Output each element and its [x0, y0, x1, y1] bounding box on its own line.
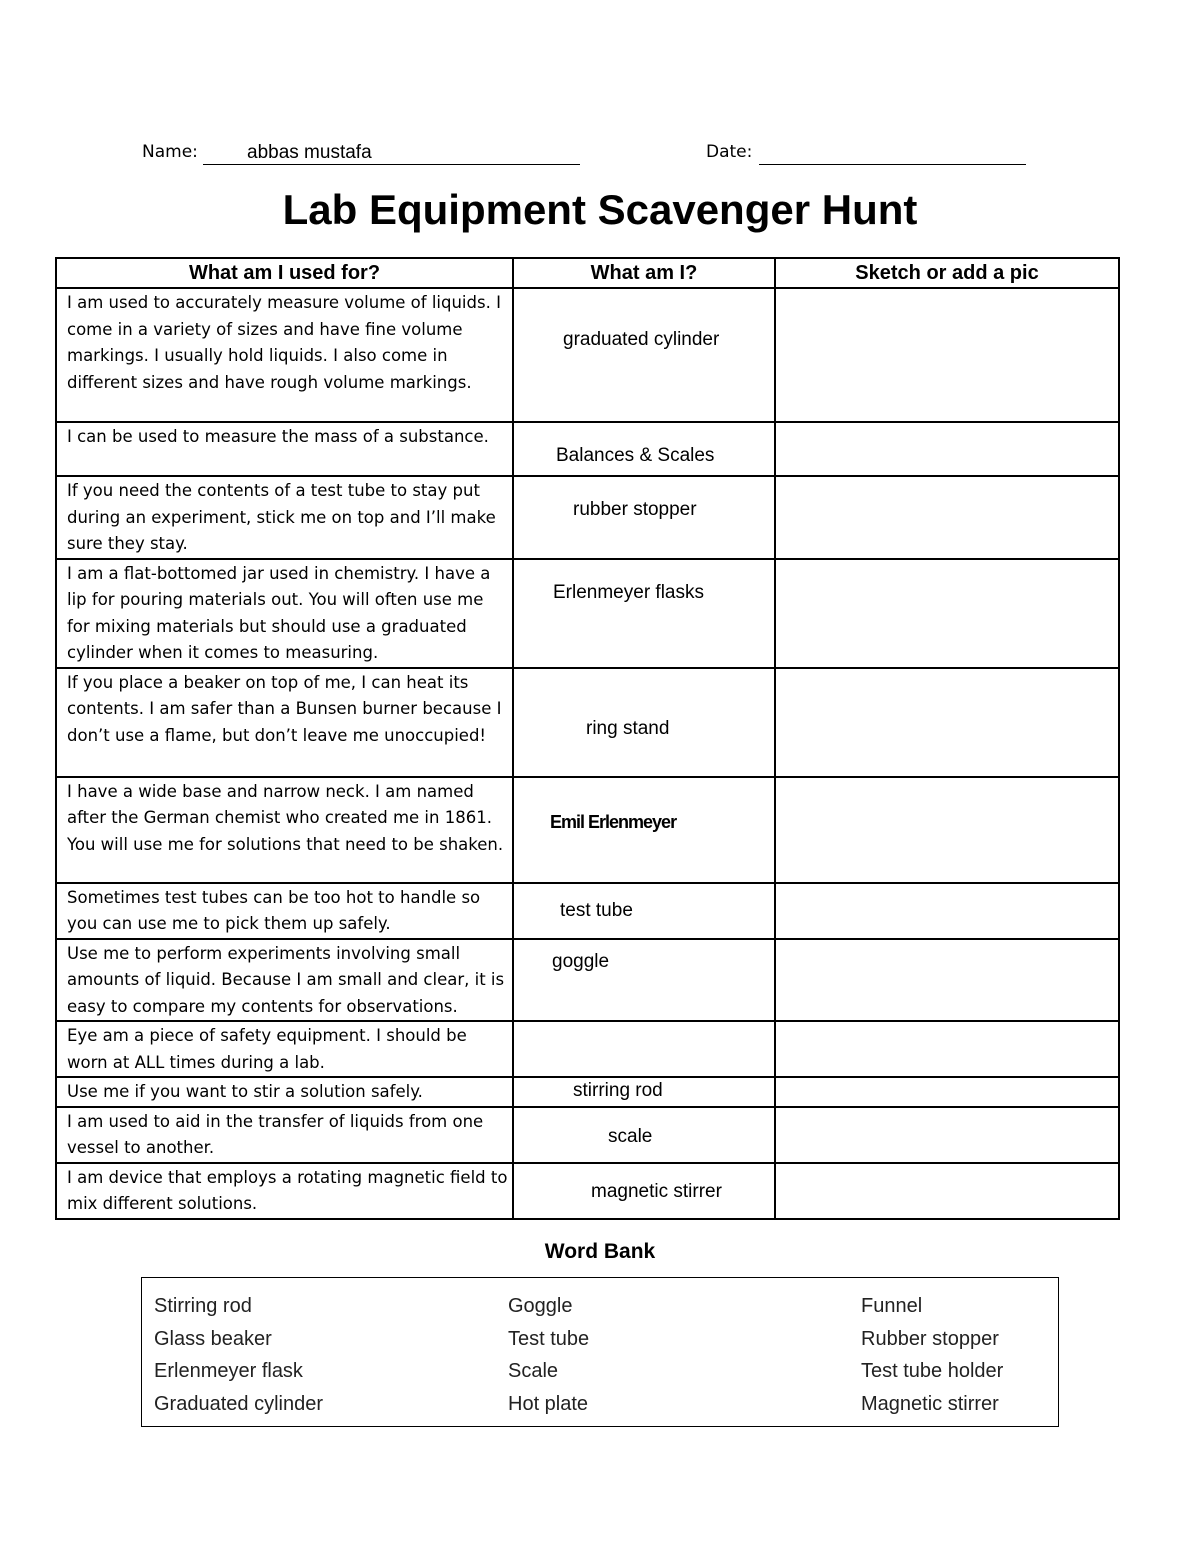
clue-cell: If you need the contents of a test tube to stay put during an experiment, stick me on top and I’ll make sure they stay. — [56, 476, 513, 559]
answer-cell[interactable] — [513, 777, 775, 883]
column-header-sketch: Sketch or add a pic — [775, 258, 1119, 288]
word-bank-item: Glass beaker — [154, 1327, 272, 1350]
table-header-row — [56, 258, 1119, 288]
clue-cell: I am device that employs a rotating magnetic field to mix different solutions. — [56, 1163, 513, 1219]
word-bank-column — [508, 1290, 589, 1420]
word-bank-item: Erlenmeyer flask — [154, 1360, 303, 1382]
answer-text: rubber stopper — [573, 499, 697, 520]
sketch-cell[interactable] — [775, 939, 1119, 1022]
table-row — [56, 559, 1119, 668]
name-field-line[interactable] — [203, 164, 580, 165]
clue-cell: I can be used to measure the mass of a substance. — [56, 422, 513, 476]
sketch-cell[interactable] — [775, 1107, 1119, 1163]
answer-cell[interactable] — [513, 1021, 775, 1077]
word-bank-item: Hot plate — [508, 1392, 589, 1415]
answer-text: goggle — [552, 950, 610, 972]
answer-cell[interactable] — [513, 288, 775, 422]
word-bank-item: Magnetic stirrer — [861, 1392, 999, 1415]
sketch-cell[interactable] — [775, 668, 1119, 777]
answer-text: Erlenmeyer flasks — [553, 581, 704, 603]
sketch-cell[interactable] — [775, 1077, 1119, 1107]
table-row — [56, 777, 1119, 883]
sketch-cell[interactable] — [775, 777, 1119, 883]
date-label: Date: — [706, 142, 753, 162]
scavenger-hunt-table — [55, 257, 1120, 1220]
sketch-cell[interactable] — [775, 288, 1119, 422]
answer-text: Balances & Scales — [556, 445, 715, 466]
answer-text: magnetic stirrer — [591, 1180, 722, 1202]
clue-cell: Use me if you want to stir a solution safely. — [56, 1077, 513, 1107]
word-bank-item: Rubber stopper — [861, 1327, 999, 1350]
word-bank-column — [154, 1290, 323, 1420]
sketch-cell[interactable] — [775, 1021, 1119, 1077]
page-title: Lab Equipment Scavenger Hunt — [282, 186, 918, 233]
clue-cell: Eye am a piece of safety equipment. I should be worn at ALL times during a lab. — [56, 1021, 513, 1077]
word-bank-item: Funnel — [861, 1295, 923, 1317]
word-bank-column — [861, 1290, 1003, 1420]
answer-text: ring stand — [586, 717, 670, 739]
clue-cell: I am used to aid in the transfer of liquids from one vessel to another. — [56, 1107, 513, 1163]
sketch-cell[interactable] — [775, 476, 1119, 559]
word-bank-item: Test tube holder — [861, 1360, 1004, 1382]
answer-cell[interactable] — [513, 476, 775, 559]
name-label: Name: — [142, 142, 198, 162]
word-bank-item: Stirring rod — [154, 1295, 252, 1317]
answer-text: stirring rod — [573, 1079, 663, 1101]
table-row — [56, 1021, 1119, 1077]
column-header-used-for: What am I used for? — [56, 258, 513, 288]
word-bank-title: Word Bank — [544, 1240, 656, 1263]
table-row — [56, 422, 1119, 476]
sketch-cell[interactable] — [775, 422, 1119, 476]
word-bank-item: Scale — [508, 1360, 559, 1382]
table-row — [56, 939, 1119, 1022]
word-bank-item: Test tube — [508, 1327, 590, 1350]
name-value[interactable]: abbas mustafa — [247, 142, 372, 163]
clue-cell: I have a wide base and narrow neck. I am named after the German chemist who created me in 1861. You will use me for solutions that need to be shaken. — [56, 777, 513, 883]
table-row — [56, 1163, 1119, 1219]
date-field-line[interactable] — [759, 164, 1026, 165]
answer-text: scale — [608, 1125, 653, 1147]
answer-cell[interactable] — [513, 939, 775, 1022]
answer-cell[interactable] — [513, 1107, 775, 1163]
sketch-cell[interactable] — [775, 883, 1119, 939]
word-bank-box — [141, 1277, 1059, 1427]
clue-cell: Sometimes test tubes can be too hot to handle so you can use me to pick them up safely. — [56, 883, 513, 939]
table-row — [56, 668, 1119, 777]
answer-cell[interactable] — [513, 883, 775, 939]
clue-cell: Use me to perform experiments involving small amounts of liquid. Because I am small and clear, it is easy to compare my contents for observations. — [56, 939, 513, 1022]
answer-cell[interactable] — [513, 1163, 775, 1219]
clue-cell: I am used to accurately measure volume of liquids. I come in a variety of sizes and have fine volume markings. I usually hold liquids. I also come in different sizes and have rough volume markings. — [56, 288, 513, 422]
table-row — [56, 288, 1119, 422]
answer-cell[interactable] — [513, 668, 775, 777]
word-bank-item: Graduated cylinder — [154, 1392, 323, 1415]
table-row — [56, 476, 1119, 559]
table-row — [56, 1107, 1119, 1163]
column-header-what-am-i: What am I? — [513, 258, 775, 288]
answer-cell[interactable] — [513, 559, 775, 668]
answer-cell[interactable] — [513, 422, 775, 476]
answer-text: Emil Erlenmeyer — [550, 811, 677, 832]
table-row — [56, 1077, 1119, 1107]
answer-text: test tube — [560, 899, 633, 921]
sketch-cell[interactable] — [775, 559, 1119, 668]
clue-cell: If you place a beaker on top of me, I can heat its contents. I am safer than a Bunsen burner because I don’t use a flame, but don’t leave me unoccupied! — [56, 668, 513, 777]
answer-cell[interactable] — [513, 1077, 775, 1107]
table-row — [56, 883, 1119, 939]
answer-text: graduated cylinder — [563, 329, 720, 350]
clue-cell: I am a flat-bottomed jar used in chemistry. I have a lip for pouring materials out. You will often use me for mixing materials but should use a graduated cylinder when it comes to measuring. — [56, 559, 513, 668]
word-bank-item: Goggle — [508, 1295, 573, 1317]
sketch-cell[interactable] — [775, 1163, 1119, 1219]
